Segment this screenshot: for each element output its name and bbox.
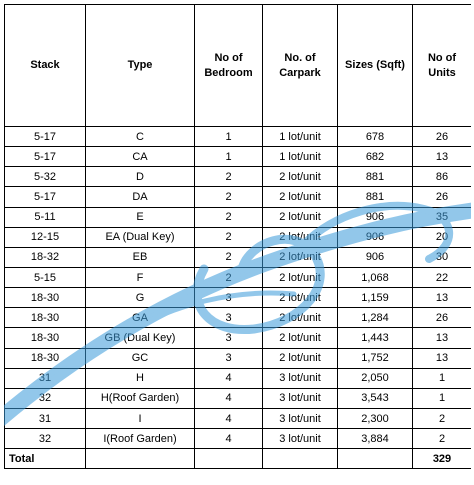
table-cell: 4 bbox=[195, 429, 263, 449]
table-cell: 2 lot/unit bbox=[263, 207, 338, 227]
table-cell: EA (Dual Key) bbox=[86, 227, 195, 247]
table-cell: GC bbox=[86, 348, 195, 368]
table-row bbox=[5, 308, 472, 328]
unit-mix-table bbox=[4, 4, 471, 469]
table-cell: 2 lot/unit bbox=[263, 267, 338, 287]
table-cell: EB bbox=[86, 247, 195, 267]
table-row bbox=[5, 288, 472, 308]
table-cell: 35 bbox=[413, 207, 472, 227]
table-cell: 1 bbox=[413, 388, 472, 408]
table-row bbox=[5, 368, 472, 388]
table-cell: 2 bbox=[195, 267, 263, 287]
table-cell: 2 bbox=[195, 207, 263, 227]
table-cell: 3 lot/unit bbox=[263, 408, 338, 428]
table-cell bbox=[195, 449, 263, 469]
table-row bbox=[5, 127, 472, 147]
table-cell: 2 lot/unit bbox=[263, 187, 338, 207]
table-cell: 26 bbox=[413, 187, 472, 207]
header-type: Type bbox=[86, 5, 195, 127]
table-cell: 1 lot/unit bbox=[263, 147, 338, 167]
table-cell: H(Roof Garden) bbox=[86, 388, 195, 408]
table-cell: 5-11 bbox=[5, 207, 86, 227]
table-cell: 32 bbox=[5, 429, 86, 449]
table-cell: 3 lot/unit bbox=[263, 368, 338, 388]
table-cell: 2 lot/unit bbox=[263, 227, 338, 247]
table-row bbox=[5, 429, 472, 449]
table-cell: 3 bbox=[195, 328, 263, 348]
table-cell: D bbox=[86, 167, 195, 187]
table-cell: 22 bbox=[413, 267, 472, 287]
table-cell: 881 bbox=[338, 187, 413, 207]
table-row bbox=[5, 267, 472, 287]
table-cell: 1,443 bbox=[338, 328, 413, 348]
table-cell: 2 bbox=[195, 247, 263, 267]
table-cell: 32 bbox=[5, 388, 86, 408]
table-row bbox=[5, 227, 472, 247]
table-body bbox=[5, 127, 472, 469]
table-cell: 1,284 bbox=[338, 308, 413, 328]
table-cell: 2 lot/unit bbox=[263, 348, 338, 368]
table-cell: 3 bbox=[195, 348, 263, 368]
table-cell: DA bbox=[86, 187, 195, 207]
table-cell: 2 bbox=[195, 187, 263, 207]
table-cell: 18-30 bbox=[5, 308, 86, 328]
table-cell: 2 bbox=[195, 227, 263, 247]
table-cell bbox=[338, 449, 413, 469]
table-row bbox=[5, 388, 472, 408]
table-cell: 18-30 bbox=[5, 288, 86, 308]
header-sizes: Sizes (Sqft) bbox=[338, 5, 413, 127]
table-cell: 12-15 bbox=[5, 227, 86, 247]
table-row bbox=[5, 348, 472, 368]
header-bedroom: No of Bedroom bbox=[195, 5, 263, 127]
table-cell: 1,068 bbox=[338, 267, 413, 287]
table-cell: 2 bbox=[195, 167, 263, 187]
table-cell: 4 bbox=[195, 408, 263, 428]
table-cell: 18-30 bbox=[5, 348, 86, 368]
table-cell: 906 bbox=[338, 207, 413, 227]
table-cell: 3 lot/unit bbox=[263, 388, 338, 408]
table-cell: 2,050 bbox=[338, 368, 413, 388]
table-cell: 2,300 bbox=[338, 408, 413, 428]
table-cell: 5-17 bbox=[5, 127, 86, 147]
table-row bbox=[5, 247, 472, 267]
table-row bbox=[5, 147, 472, 167]
table-cell: F bbox=[86, 267, 195, 287]
table-cell: 1 bbox=[413, 368, 472, 388]
table-cell: H bbox=[86, 368, 195, 388]
table-cell: 4 bbox=[195, 368, 263, 388]
table-cell bbox=[86, 449, 195, 469]
table-cell: 678 bbox=[338, 127, 413, 147]
table-cell: I(Roof Garden) bbox=[86, 429, 195, 449]
table-cell: 3 bbox=[195, 288, 263, 308]
table-cell: 881 bbox=[338, 167, 413, 187]
total-row bbox=[5, 449, 472, 469]
table-cell: 1,752 bbox=[338, 348, 413, 368]
table-cell: 4 bbox=[195, 388, 263, 408]
table-row bbox=[5, 328, 472, 348]
table-row bbox=[5, 167, 472, 187]
table-cell: 18-30 bbox=[5, 328, 86, 348]
table-cell: 682 bbox=[338, 147, 413, 167]
table-cell: C bbox=[86, 127, 195, 147]
table-cell: 26 bbox=[413, 308, 472, 328]
table-cell: 3 lot/unit bbox=[263, 429, 338, 449]
table-cell: 1 bbox=[195, 127, 263, 147]
table-cell: 13 bbox=[413, 348, 472, 368]
table-cell: 31 bbox=[5, 368, 86, 388]
header-stack: Stack bbox=[5, 5, 86, 127]
table-cell: CA bbox=[86, 147, 195, 167]
table-cell: E bbox=[86, 207, 195, 227]
table-cell: 13 bbox=[413, 147, 472, 167]
table-cell: 18-32 bbox=[5, 247, 86, 267]
table-cell: 13 bbox=[413, 328, 472, 348]
header-units: No of Units bbox=[413, 5, 472, 127]
table-cell: 26 bbox=[413, 127, 472, 147]
table-row bbox=[5, 187, 472, 207]
header-carpark: No. of Carpark bbox=[263, 5, 338, 127]
table-cell: 5-17 bbox=[5, 187, 86, 207]
table-cell: 906 bbox=[338, 227, 413, 247]
table-cell: GA bbox=[86, 308, 195, 328]
table-cell: G bbox=[86, 288, 195, 308]
table-cell: 2 lot/unit bbox=[263, 328, 338, 348]
header-row bbox=[5, 5, 472, 127]
table-cell: 13 bbox=[413, 288, 472, 308]
unit-mix-document bbox=[4, 4, 471, 482]
table-cell: 1 lot/unit bbox=[263, 127, 338, 147]
table-cell: 3,884 bbox=[338, 429, 413, 449]
table-cell bbox=[263, 449, 338, 469]
table-cell: 1 bbox=[195, 147, 263, 167]
total-units: 329 bbox=[413, 449, 472, 469]
table-cell: 2 lot/unit bbox=[263, 167, 338, 187]
table-cell: 31 bbox=[5, 408, 86, 428]
table-cell: 3,543 bbox=[338, 388, 413, 408]
table-cell: 2 lot/unit bbox=[263, 247, 338, 267]
table-cell: 906 bbox=[338, 247, 413, 267]
table-cell: 20 bbox=[413, 227, 472, 247]
table-cell: 5-32 bbox=[5, 167, 86, 187]
table-cell: 2 bbox=[413, 429, 472, 449]
table-cell: 5-17 bbox=[5, 147, 86, 167]
table-row bbox=[5, 207, 472, 227]
table-cell: 2 bbox=[413, 408, 472, 428]
table-cell: 1,159 bbox=[338, 288, 413, 308]
table-cell: 2 lot/unit bbox=[263, 308, 338, 328]
table-cell: 5-15 bbox=[5, 267, 86, 287]
table-row bbox=[5, 408, 472, 428]
table-cell: 2 lot/unit bbox=[263, 288, 338, 308]
table-cell: 3 bbox=[195, 308, 263, 328]
table-cell: 30 bbox=[413, 247, 472, 267]
table-cell: 86 bbox=[413, 167, 472, 187]
total-label: Total bbox=[5, 449, 86, 469]
table-cell: I bbox=[86, 408, 195, 428]
table-cell: GB (Dual Key) bbox=[86, 328, 195, 348]
